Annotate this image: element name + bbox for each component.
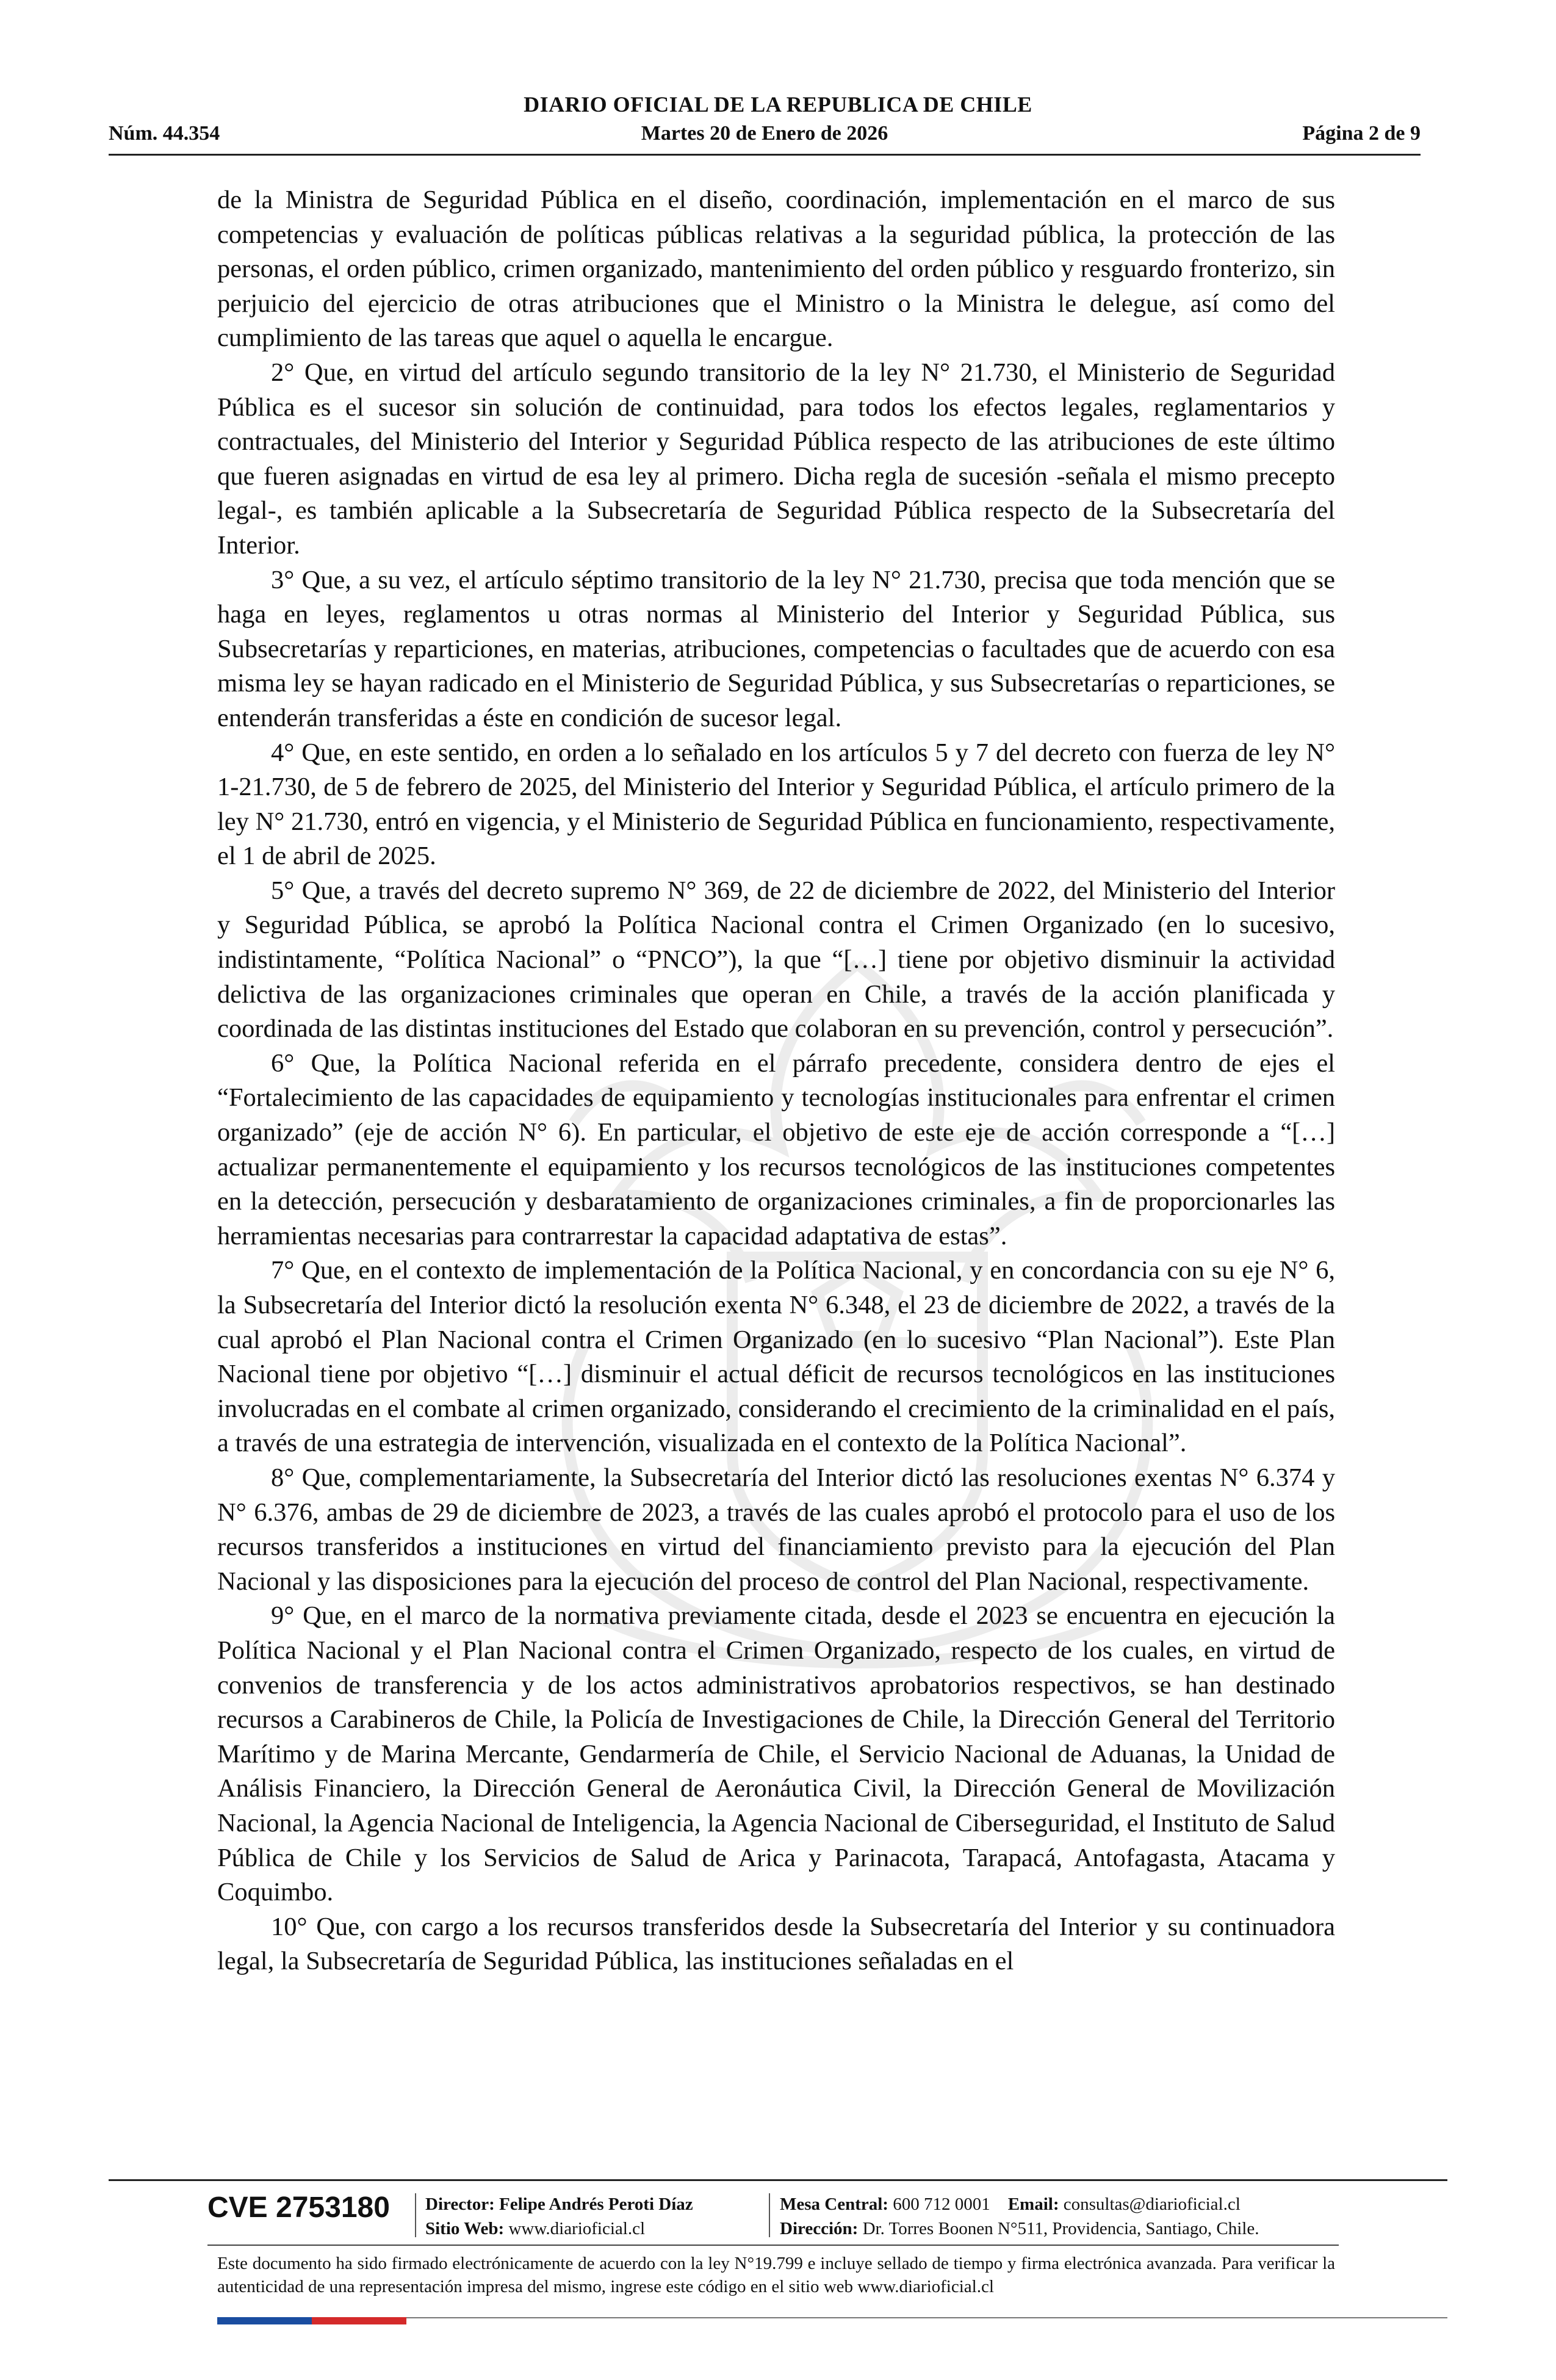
page-indicator: Página 2 de 9 [1302, 122, 1421, 145]
cve-code: CVE 2753180 [207, 2191, 390, 2224]
issue-number: Núm. 44.354 [109, 122, 220, 145]
paragraph-9: 9° Que, en el marco de la normativa previamente citada, desde el 2023 se encuentra en ejecución la Política Nacional y el Plan Nacional contra el Crimen Organizado, respecto de los cuales, en virtud de convenios de transferencia y de los actos administrativos aprobatorios respectivos, se han destinado recursos a Carabineros de Chile, la Policía de Investigaciones de Chile, la Dirección General del Territorio Marítimo y de Marina Mercante, Gendarmería de Chile, el Servicio Nacional de Aduanas, la Unidad de Análisis Financiero, la Dirección General de Aeronáutica Civil, la Dirección General de Movilización Nacional, la Agencia Nacional de Inteligencia, la Agencia Nacional de Ciberseguridad, el Instituto de Salud Pública de Chile y los Servicios de Salud de Arica y Parinacota, Tarapacá, Antofagasta, Atacama y Coquimbo. [217, 1601, 1335, 1907]
paragraph-4: 4° Que, en este sentido, en orden a lo señalado en los artículos 5 y 7 del decreto con fuerza de ley N° 1-21.730, de 5 de febrero de 2025, del Ministerio del Interior y Seguridad Pública, el artículo primero de la ley N° 21.730, entró en vigencia, y el Ministerio de Seguridad Pública en funcionamiento, respectivamente, el 1 de abril de 2025. [217, 738, 1335, 871]
address-label: Dirección: [780, 2219, 859, 2238]
paragraph-5: 5° Que, a través del decreto supremo N° 369, de 22 de diciembre de 2022, del Ministerio del Interior y Seguridad Pública, se aprobó la Política Nacional contra el Crimen Organizado (en lo sucesivo, indistintamente, “Política Nacional” o “PNCO”), la que “[…] tiene por objetivo disminuir la actividad delictiva de las organizaciones criminales que operan en Chile, a través de la acción planificada y coordinada de las distintas instituciones del Estado que colaboran en su prevención, control y persecución”. [217, 876, 1335, 1044]
document-body [217, 183, 1335, 1979]
publication-title: DIARIO OFICIAL DE LA REPUBLICA DE CHILE [524, 92, 1032, 117]
issue-date: Martes 20 de Enero de 2026 [641, 122, 888, 145]
footer-separator [769, 2193, 770, 2237]
paragraph-10: 10° Que, con cargo a los recursos transferidos desde la Subsecretaría del Interior y su continuadora legal, la Subsecretaría de Seguridad Pública, las instituciones señaladas en el [217, 1912, 1335, 1976]
paragraph-2: 2° Que, en virtud del artículo segundo transitorio de la ley N° 21.730, el Ministerio de Seguridad Pública es el sucesor sin solución de continuidad, para todos los efectos legales, reglamentarios y contractuales, del Ministerio del Interior y Seguridad Pública respecto de las atribuciones de este último que fueren asignadas en virtud de esa ley al primero. Dicha regla de sucesión -señala el mismo precepto legal-, es también aplicable a la Subsecretaría de Seguridad Pública respecto de la Subsecretaría del Interior. [217, 358, 1335, 560]
phone-number: 600 712 0001 [893, 2194, 990, 2214]
contact-line [780, 2192, 1259, 2216]
director-name: Felipe Andrés Peroti Díaz [499, 2194, 693, 2214]
paragraph-6: 6° Que, la Política Nacional referida en el párrafo precedente, considera dentro de ejes el “Fortalecimiento de las capacidades de equipamiento y tecnologías institucionales para enfrentar el crimen organizado” (eje de acción N° 6). En particular, el objetivo de este eje de acción corresponde a “[…] actualizar permanentemente el equipamiento y los recursos tecnológicos de las instituciones competentes en la detección, persecución y desbaratamiento de organizaciones criminales, a fin de proporcionarles las herramientas necesarias para contrarrestar la capacidad adaptativa de estas”. [217, 1048, 1335, 1250]
footer-contact-block [780, 2192, 1259, 2241]
header-row [109, 122, 1421, 150]
director-label: Director: [425, 2194, 495, 2214]
address-text: Dr. Torres Boonen N°511, Providencia, Santiago, Chile. [862, 2219, 1259, 2238]
email-link[interactable]: consultas@diarioficial.cl [1063, 2194, 1241, 2214]
website-link[interactable]: www.diarioficial.cl [508, 2219, 646, 2238]
paragraph-8: 8° Que, complementariamente, la Subsecretaría del Interior dictó las resoluciones exentas N° 6.374 y N° 6.376, ambas de 29 de diciembre de 2023, a través de las cuales aprobó el protocolo para el uso de los recursos transferidos a instituciones en virtud del financiamiento previsto para la ejecución del Plan Nacional y las disposiciones para la ejecución del proceso de control del Plan Nacional, respectivamente. [217, 1463, 1335, 1596]
director-line [425, 2192, 693, 2216]
signature-disclaimer: Este documento ha sido firmado electrónicamente de acuerdo con la ley N°19.799 e incluye sellado de tiempo y firma electrónica avanzada. Para verificar la autenticidad de una representación impresa del mismo, ingrese este código en el sitio web www.diarioficial.cl [217, 2254, 1335, 2296]
footer-director-block [425, 2192, 693, 2241]
address-line [780, 2216, 1259, 2241]
paragraph-3: 3° Que, a su vez, el artículo séptimo transitorio de la ley N° 21.730, precisa que toda mención que se haga en leyes, reglamentos u otras normas al Ministerio del Interior y Seguridad Pública, sus Subsecretarías y reparticiones, en materias, atribuciones, competencias o facultades que de acuerdo con esa misma ley se hayan radicado en el Ministerio de Seguridad Pública, y sus Subsecretarías o reparticiones, se entenderán transferidas a éste en condición de sucesor legal. [217, 565, 1335, 732]
footer-inner-divider [207, 2245, 1339, 2246]
footer-divider [109, 2179, 1447, 2181]
paragraph-7: 7° Que, en el contexto de implementación de la Política Nacional, y en concordancia con su eje N° 6, la Subsecretaría del Interior dictó la resolución exenta N° 6.348, el 23 de diciembre de 2022, a través de la cual aprobó el Plan Nacional contra el Crimen Organizado (en lo sucesivo “Plan Nacional”). Este Plan Nacional tiene por objetivo “[…] disminuir el actual déficit de recursos tecnológicos en las instituciones involucradas en el combate al crimen organizado, considerando el crecimiento de la criminalidad en el país, a través de una estrategia de intervención, visualizada en el contexto de la Política Nacional”. [217, 1256, 1335, 1458]
flag-red-segment [312, 2317, 406, 2324]
header-divider [109, 154, 1421, 156]
footer-separator [415, 2193, 416, 2237]
website-label: Sitio Web: [425, 2219, 505, 2238]
website-line [425, 2216, 693, 2241]
email-label: Email: [1007, 2194, 1059, 2214]
paragraph-continuation: de la Ministra de Seguridad Pública en el diseño, coordinación, implementación en el marco de sus competencias y evaluación de políticas públicas relativas a la seguridad pública, la protección de las personas, el orden público, crimen organizado, mantenimiento del orden público y resguardo fronterizo, sin perjuicio del ejercicio de otras atribuciones que el Ministro o la Ministra le delegue, así como del cumplimiento de las tareas que aquel o aquella le encargue. [217, 186, 1335, 353]
flag-color-bar [217, 2317, 406, 2324]
flag-blue-segment [217, 2317, 312, 2324]
phone-label: Mesa Central: [780, 2194, 888, 2214]
